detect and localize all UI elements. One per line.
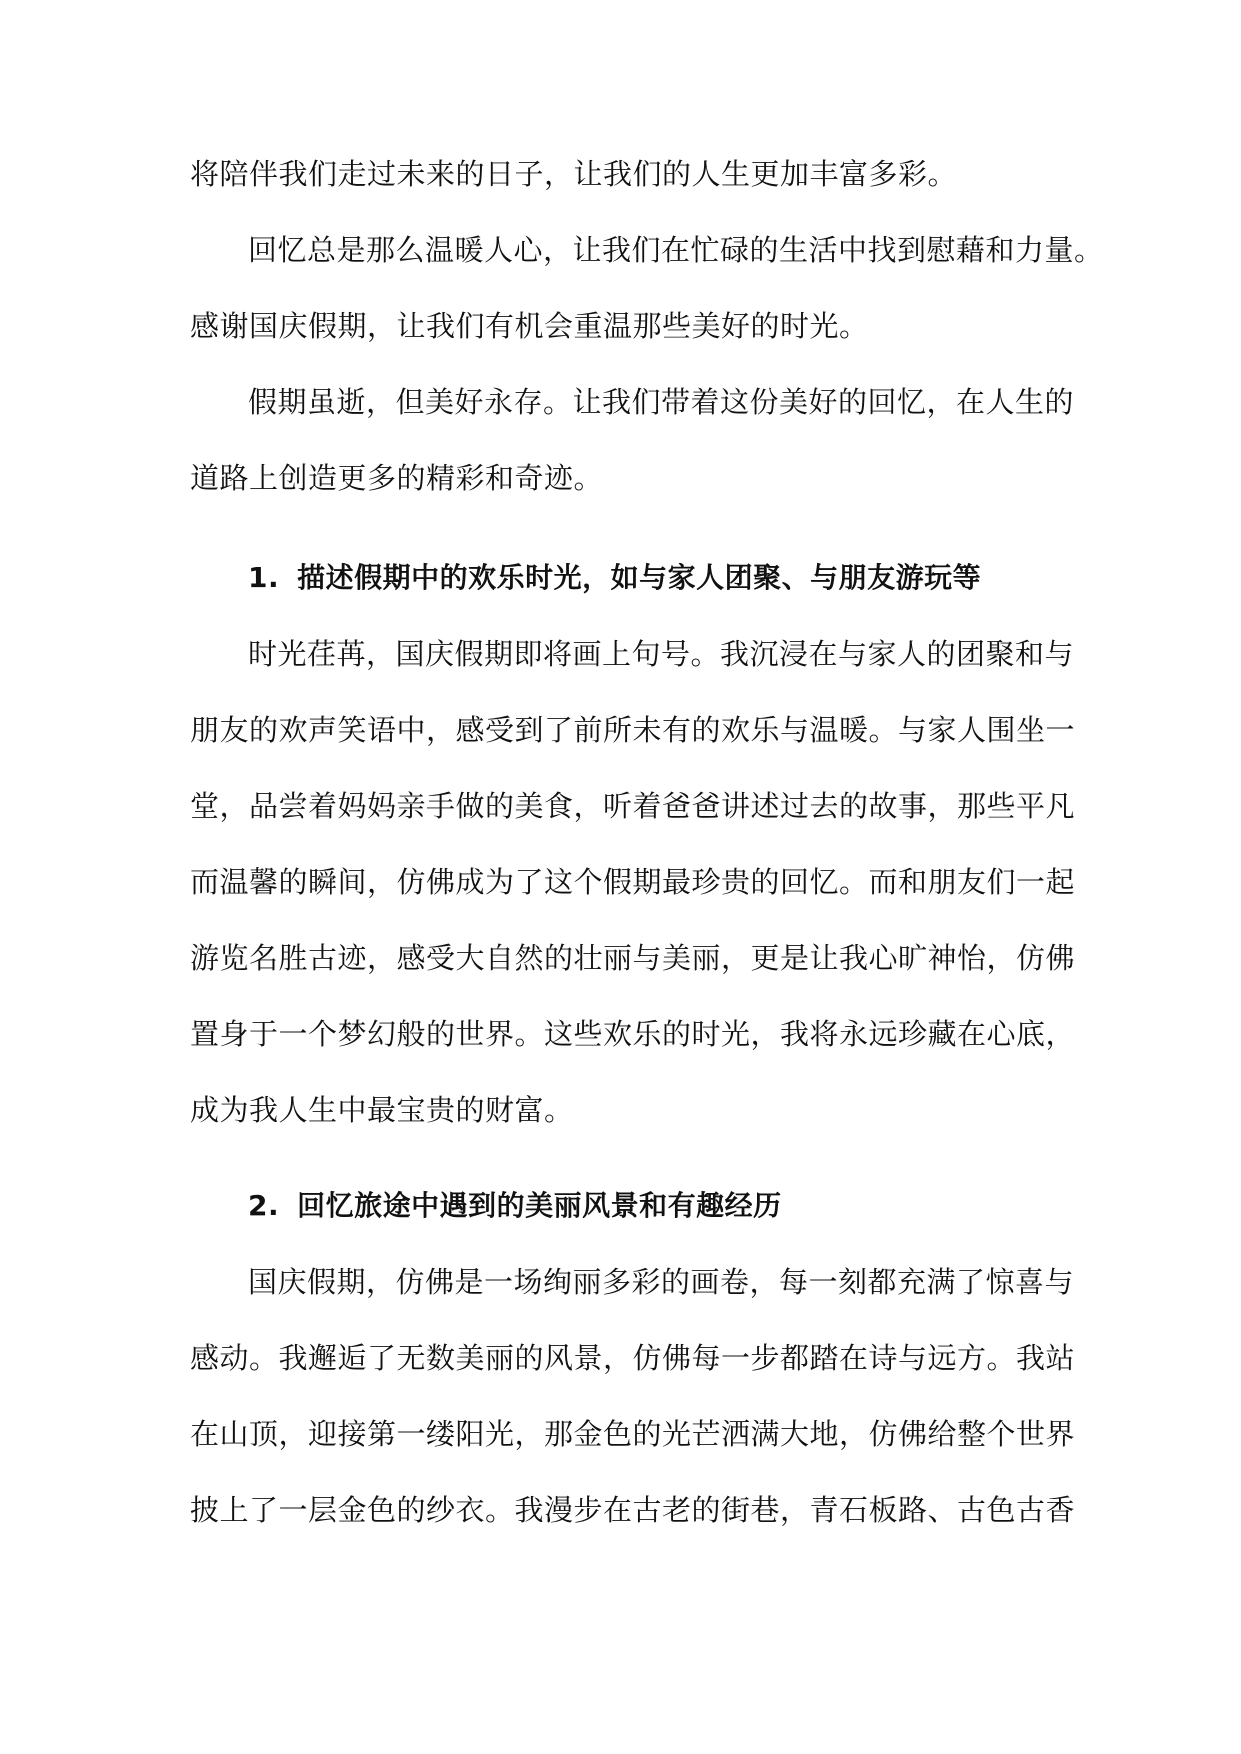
paragraph-farewell: [190, 364, 1075, 516]
section-1: [190, 540, 1076, 1148]
section-title: 描述假期中的欢乐时光，如与家人团聚、与朋友游玩等: [297, 561, 982, 594]
paragraph-line: 置身于一个梦幻般的世界。这些欢乐的时光，我将永远珍藏在心底，: [190, 1017, 1076, 1051]
paragraph-line: 国庆假期，仿佛是一场绚丽多彩的画卷，每一刻都充满了惊喜与: [248, 1265, 1075, 1299]
section-title: 回忆旅途中遇到的美丽风景和有趣经历: [297, 1189, 782, 1222]
paragraph-line: 而温馨的瞬间，仿佛成为了这个假期最珍贵的回忆。而和朋友们一起: [190, 865, 1076, 899]
section-2: [190, 1168, 1076, 1548]
paragraph-line: 感谢国庆假期，让我们有机会重温那些美好的时光。: [190, 309, 869, 343]
paragraph-line: 时光荏苒，国庆假期即将画上句号。我沉浸在与家人的团聚和与: [248, 637, 1075, 671]
paragraph-line: 堂，品尝着妈妈亲手做的美食，听着爸爸讲述过去的故事，那些平凡: [190, 789, 1076, 823]
paragraph-line: 披上了一层金色的纱衣。我漫步在古老的街巷，青石板路、古色古香: [190, 1493, 1076, 1527]
section-number: 1.: [248, 561, 280, 594]
paragraph-line: 在山顶，迎接第一缕阳光，那金色的光芒洒满大地，仿佛给整个世界: [190, 1417, 1076, 1451]
paragraph-comfort: [190, 212, 1104, 364]
section-heading: [190, 1168, 1060, 1244]
paragraph-line: 假期虽逝，但美好永存。让我们带着这份美好的回忆，在人生的: [248, 385, 1075, 419]
intro-block: [190, 136, 1060, 212]
paragraph-line: 将陪伴我们走过未来的日子，让我们的人生更加丰富多彩。: [190, 157, 958, 191]
paragraph-line: 回忆总是那么温暖人心，让我们在忙碌的生活中找到慰藉和力量。: [248, 233, 1104, 267]
paragraph-line: 感动。我邂逅了无数美丽的风景，仿佛每一步都踏在诗与远方。我站: [190, 1341, 1076, 1375]
paragraph-line: 朋友的欢声笑语中，感受到了前所未有的欢乐与温暖。与家人围坐一: [190, 713, 1076, 747]
section-heading: [190, 540, 1060, 616]
section-number: 2.: [248, 1189, 280, 1222]
paragraph-line: 游览名胜古迹，感受大自然的壮丽与美丽，更是让我心旷神怡，仿佛: [190, 941, 1076, 975]
paragraph-line: 道路上创造更多的精彩和奇迹。: [190, 461, 604, 495]
paragraph-line: 成为我人生中最宝贵的财富。: [190, 1093, 574, 1127]
